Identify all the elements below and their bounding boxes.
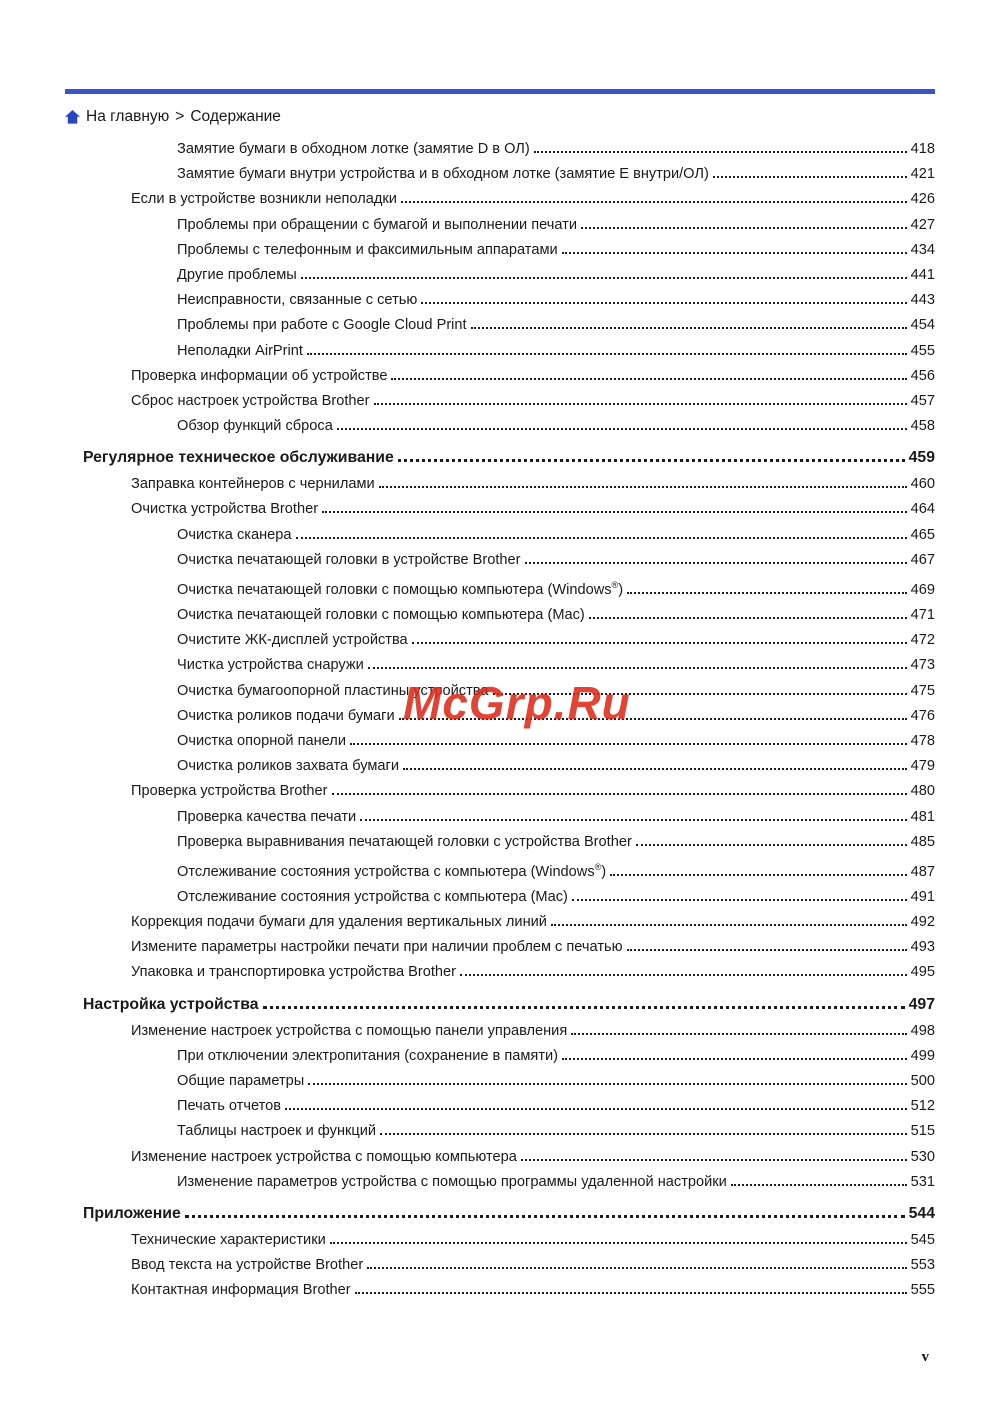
toc-entry-title: Проверка устройства Brother [131, 783, 328, 800]
toc-entry[interactable] [65, 393, 935, 418]
toc-entry-page: 418 [910, 141, 935, 157]
toc-entry-title: Изменение параметров устройства с помощью программы удаленной настройки [177, 1173, 727, 1190]
dot-leader [534, 151, 907, 153]
dot-leader [379, 486, 907, 488]
toc-entry-title: Коррекция подачи бумаги для удаления вертикальных линий [131, 914, 547, 931]
dot-leader [360, 819, 906, 821]
toc-entry[interactable] [65, 552, 935, 577]
toc-entry[interactable] [65, 141, 935, 166]
toc-entry-page: 441 [910, 266, 935, 283]
dot-leader [493, 693, 907, 695]
toc-entry-title: Проверка выравнивания печатающей головки с устройства Brother [177, 833, 632, 850]
toc-entry-title: Неисправности, связанные с сетью [177, 292, 418, 309]
breadcrumb-current: Содержание [190, 108, 281, 125]
toc-entry-title: Проблемы при обращении с бумагой и выполнении печати [177, 216, 577, 233]
toc-entry-title: Изменение настроек устройства с помощью панели управления [131, 1022, 568, 1039]
dot-leader [330, 1242, 907, 1244]
toc-entry-title: Замятие бумаги в обходном лотке (замятие D в ОЛ) [177, 141, 530, 157]
toc-entry-title: Обзор функций сброса [177, 418, 333, 435]
toc-entry-page: 497 [908, 995, 935, 1013]
dot-leader [301, 277, 907, 279]
dot-leader [350, 743, 907, 745]
toc-entry-title: Если в устройстве возникли неполадки [131, 191, 397, 208]
dot-leader [731, 1184, 907, 1186]
toc-entry-title: Очистка сканера [177, 526, 292, 543]
toc-entry-title: Приложение [83, 1204, 181, 1222]
toc-entry-page: 460 [910, 476, 935, 493]
dot-leader [562, 1058, 907, 1060]
registered-mark: ® [594, 862, 602, 873]
toc-entry-page: 456 [910, 367, 935, 384]
toc-entry[interactable] [65, 418, 935, 443]
toc-entry-page: 487 [910, 863, 935, 880]
toc-entry-page: 500 [910, 1073, 935, 1089]
toc-entry-title: Очистка устройства Brother [131, 501, 319, 518]
toc-entry[interactable] [65, 708, 935, 733]
dot-leader [521, 1159, 907, 1161]
dot-leader [403, 768, 907, 770]
toc-entry-page: 485 [910, 833, 935, 850]
toc-entry[interactable] [65, 527, 935, 552]
dot-leader [572, 899, 907, 901]
dot-leader [380, 1133, 907, 1135]
toc-entry-title: Настройка устройства [83, 995, 259, 1013]
toc-entry-title: Другие проблемы [177, 266, 297, 283]
toc-entry-page: 421 [910, 166, 935, 183]
toc-entry[interactable] [65, 889, 935, 914]
dot-leader [332, 793, 907, 795]
toc-entry[interactable] [65, 809, 935, 834]
toc-entry-page: 492 [910, 914, 935, 931]
toc-entry-title: Очистите ЖК-дисплей устройства [177, 632, 408, 649]
toc-entry[interactable] [65, 733, 935, 758]
toc-entry-page: 427 [910, 216, 935, 233]
toc-entry-title: Упаковка и транспортировка устройства Brother [131, 964, 457, 981]
dot-leader [421, 302, 906, 304]
toc-entry-page: 473 [910, 657, 935, 674]
toc-entry-page: 498 [910, 1022, 935, 1039]
toc-entry[interactable] [65, 1257, 935, 1282]
toc-entry-page: 476 [910, 707, 935, 724]
toc-entry[interactable] [65, 834, 935, 859]
toc-entry-page: 471 [910, 607, 935, 623]
dot-leader [368, 667, 907, 669]
toc-entry[interactable] [65, 859, 935, 889]
toc-entry[interactable] [65, 317, 935, 342]
toc-entry-page: 465 [910, 526, 935, 543]
toc-entry[interactable] [65, 1098, 935, 1123]
toc-entry-page: 464 [910, 501, 935, 518]
toc-entry-page: 530 [910, 1148, 935, 1165]
toc-entry[interactable] [65, 292, 935, 317]
registered-mark: ® [611, 580, 619, 591]
dot-leader [367, 1267, 906, 1269]
breadcrumb-separator: > [175, 108, 185, 125]
dot-leader [296, 537, 907, 539]
dot-leader [412, 642, 907, 644]
toc-entry-title: Отслеживание состояния устройства с компьютера (Mac) [177, 888, 568, 905]
toc-entry[interactable] [65, 449, 935, 476]
toc-entry[interactable] [65, 476, 935, 501]
toc-entry-title: Очистка печатающей головки с помощью компьютера (Mac) [177, 607, 585, 623]
toc-entry-title: Регулярное техническое обслуживание [83, 449, 394, 467]
toc-entry-title: Очистка роликов подачи бумаги [177, 707, 395, 724]
toc-entry[interactable] [65, 1282, 935, 1307]
toc-entry-title: Заправка контейнеров с чернилами [131, 476, 375, 493]
dot-leader [713, 176, 907, 178]
toc-entry-page: 480 [910, 783, 935, 800]
toc-entry[interactable] [65, 368, 935, 393]
toc-entry-title: Отслеживание состояния устройства с компьютера (Windows®) [177, 862, 607, 880]
toc-entry-page: 454 [910, 317, 935, 334]
toc-entry-page: 467 [910, 551, 935, 568]
toc-entry[interactable] [65, 1023, 935, 1048]
toc-entry-title: Проблемы при работе с Google Cloud Print [177, 317, 467, 334]
toc-entry-page: 512 [910, 1098, 935, 1115]
toc-entry-page: 545 [910, 1231, 935, 1248]
toc-entry-title: Проблемы с телефонным и факсимильным аппаратами [177, 241, 558, 258]
toc-entry-title: Технические характеристики [131, 1231, 326, 1248]
toc-entry-title: Неполадки AirPrint [177, 342, 303, 359]
toc-entry-page: 515 [910, 1123, 935, 1140]
toc-entry[interactable] [65, 267, 935, 292]
dot-leader [285, 1108, 907, 1110]
toc-entry-title: Общие параметры [177, 1073, 305, 1089]
toc-entry[interactable] [65, 217, 935, 242]
toc-entry[interactable] [65, 632, 935, 657]
toc-entry-title: Очистка опорной панели [177, 732, 346, 749]
toc-entry-title: Печать отчетов [177, 1098, 281, 1115]
toc-entry-title: Проверка качества печати [177, 808, 357, 825]
toc-entry-page: 469 [910, 582, 935, 598]
toc-entry[interactable] [65, 1149, 935, 1174]
toc-entry-title: Ввод текста на устройстве Brother [131, 1257, 364, 1274]
toc-entry-page: 459 [908, 449, 935, 467]
toc-entry[interactable] [65, 939, 935, 964]
dot-leader [355, 1292, 907, 1294]
toc-entry[interactable] [65, 242, 935, 267]
toc-entry[interactable] [65, 166, 935, 191]
toc-entry-title: Очистка бумагоопорной пластины устройства [177, 682, 489, 699]
dot-leader [337, 428, 907, 430]
toc-entry[interactable] [65, 1232, 935, 1257]
toc-entry-page: 455 [910, 342, 935, 359]
toc-entry-page: 472 [910, 632, 935, 649]
toc-entry-page: 443 [910, 292, 935, 309]
toc-entry-title: Очистка роликов захвата бумаги [177, 758, 399, 775]
toc-entry[interactable] [65, 914, 935, 939]
toc-entry[interactable] [65, 996, 935, 1023]
dot-leader [185, 1215, 905, 1218]
dot-leader [398, 459, 905, 462]
dot-leader [581, 227, 907, 229]
toc-entry-page: 531 [910, 1173, 935, 1190]
toc-entry-page: 495 [910, 964, 935, 981]
toc-entry[interactable] [65, 1123, 935, 1148]
toc-entry-title: Очистка печатающей головки в устройстве Brother [177, 551, 521, 568]
toc-entry[interactable] [65, 1174, 935, 1199]
toc-entry-title: Чистка устройства снаружи [177, 657, 364, 674]
toc-entry[interactable] [65, 343, 935, 368]
toc-entry-title: Контактная информация Brother [131, 1282, 351, 1299]
toc-entry-page: 553 [910, 1257, 935, 1274]
home-icon[interactable] [65, 110, 80, 124]
dot-leader [322, 511, 907, 513]
toc-entry[interactable] [65, 1205, 935, 1232]
toc-entry-page: 491 [910, 888, 935, 905]
toc-entry[interactable] [65, 657, 935, 682]
toc-entry-page: 544 [908, 1204, 935, 1222]
dot-leader [374, 403, 907, 405]
toc-entry-title: Изменение настроек устройства с помощью компьютера [131, 1148, 517, 1165]
toc-entry-page: 479 [910, 758, 935, 775]
toc-entry[interactable] [65, 607, 935, 632]
dot-leader [627, 592, 907, 594]
dot-leader [263, 1006, 905, 1009]
toc-entry-page: 555 [910, 1282, 935, 1299]
toc-entry[interactable] [65, 577, 935, 607]
dot-leader [471, 327, 907, 329]
toc-entry-title: При отключении электропитания (сохранение в памяти) [177, 1047, 559, 1064]
dot-leader [307, 353, 907, 355]
dot-leader [610, 874, 906, 876]
toc-entry-page: 457 [910, 392, 935, 409]
toc-entry[interactable] [65, 758, 935, 783]
dot-leader [401, 201, 907, 203]
toc-entry[interactable] [65, 683, 935, 708]
dot-leader [391, 378, 906, 380]
dot-leader [571, 1033, 906, 1035]
toc-entry[interactable] [65, 964, 935, 989]
toc-entry-title: Таблицы настроек и функций [177, 1123, 377, 1140]
dot-leader [636, 844, 907, 846]
breadcrumb [65, 108, 935, 126]
toc-entry-page: 434 [910, 241, 935, 258]
toc-entry-title: Измените параметры настройки печати при наличии проблем с печатью [131, 939, 623, 956]
toc-entry-page: 426 [910, 191, 935, 208]
toc-entry-title: Замятие бумаги внутри устройства и в обходном лотке (замятие E внутри/ОЛ) [177, 166, 709, 183]
dot-leader [551, 924, 907, 926]
dot-leader [399, 718, 907, 720]
watermark: McGrp.Ru [403, 677, 631, 729]
toc-entry-page: 458 [910, 418, 935, 435]
toc-entry-title: Сброс настроек устройства Brother [131, 392, 370, 409]
breadcrumb-home-link[interactable]: На главную [86, 108, 170, 125]
dot-leader [525, 562, 907, 564]
dot-leader [460, 974, 907, 976]
dot-leader [308, 1083, 906, 1085]
toc-entry-page: 499 [910, 1047, 935, 1064]
toc-entry[interactable] [65, 191, 935, 216]
toc-entry-title: Проверка информации об устройстве [131, 367, 388, 384]
toc-entry-page: 475 [910, 682, 935, 699]
page-number: v [921, 1349, 929, 1365]
toc-entry-page: 478 [910, 732, 935, 749]
toc-entry[interactable] [65, 1048, 935, 1073]
toc-entry[interactable] [65, 501, 935, 526]
top-divider [65, 89, 935, 94]
dot-leader [562, 252, 907, 254]
toc-entry-title: Очистка печатающей головки с помощью компьютера (Windows®) [177, 580, 624, 598]
toc-entry-page: 493 [910, 939, 935, 956]
toc-entry-page: 481 [910, 808, 935, 825]
toc-entry[interactable] [65, 783, 935, 808]
toc-entry[interactable] [65, 1073, 935, 1098]
toc-list [65, 141, 935, 1308]
dot-leader [589, 617, 907, 619]
dot-leader [627, 949, 907, 951]
